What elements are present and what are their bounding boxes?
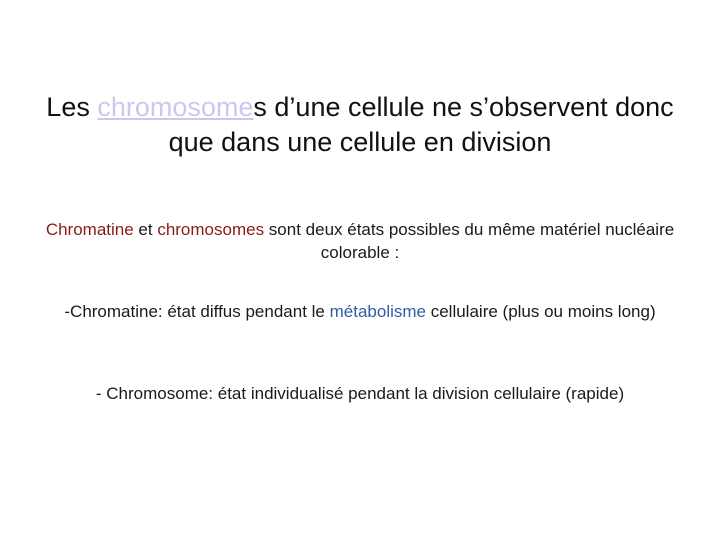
chromosome-paragraph: - Chromosome: état individualisé pendant la division cellulaire (rapide) <box>95 384 625 403</box>
chromosomes-term: chromosomes <box>157 220 265 239</box>
chromatine-text-after: cellulaire (plus ou moins long) <box>426 302 656 321</box>
definition-paragraph <box>40 218 680 264</box>
title-prefix: Les <box>46 92 98 122</box>
conjunction-text: et <box>133 220 158 239</box>
slide-title <box>40 90 680 160</box>
chromosome-link[interactable]: chromosome <box>97 92 254 122</box>
metabolisme-term: métabolisme <box>329 302 426 321</box>
title-suffix: s d’une cellule ne s’observent donc que dans une cellule en division <box>168 92 674 157</box>
chromatine-term: Chromatine <box>45 220 134 239</box>
definition-rest: sont deux états possibles du même matériel nucléaire colorable : <box>264 220 675 262</box>
chromatine-text-before: -Chromatine: état diffus pendant le <box>64 302 330 321</box>
chromatine-paragraph <box>40 300 680 323</box>
